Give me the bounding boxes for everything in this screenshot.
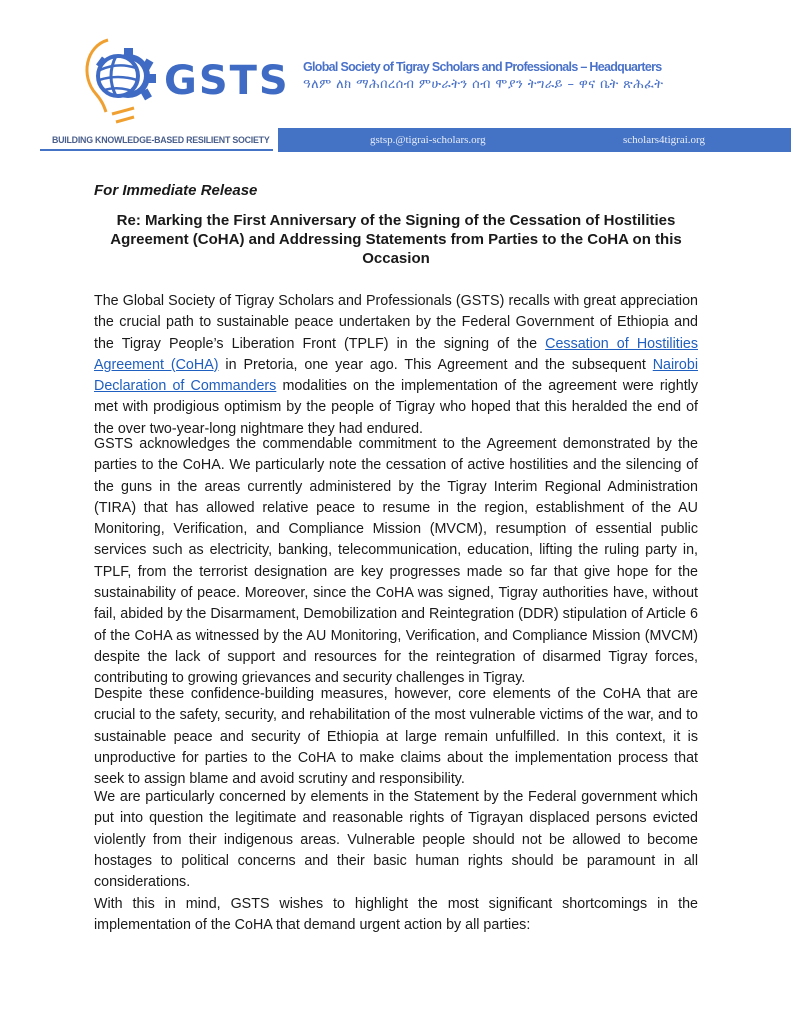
paragraph-2: GSTS acknowledges the commendable commitment to the Agreement demonstrated by the parties to the CoHA. We particularly note the cessation of active hostilities and the silencing of the guns in the areas currently administered by the Tigray Interim Regional Administration (TIRA) that has allowed relative peace to resume in the region, establishment of the AU Monitoring, Verification, and Compliance Mission (MVCM), resumption of essential public services such as electricity, banking, telecommunication, education, lifting the ruling party in, TPLF, from the terrorist designation are key progresses made so far that give hope for the sustainability of peace. Moreover, since the CoHA was signed, Tigray authorities have, without fail, abided by the Disarmament, Demobilization and Reintegration (DDR) stipulation of Article 6 of the CoHA as witnessed by the AU Monitoring, Verification, and Compliance Mission (MVCM) despite the lack of support and resources for the reintegration of disarmed Tigray forces, contributing to growing grievances and security challenges in Tigray. (94, 436, 698, 687)
release-label: For Immediate Release (94, 182, 258, 199)
tagline-divider (40, 149, 273, 151)
paragraph-3: Despite these confidence-building measures, however, core elements of the CoHA that are crucial to the safety, security, and rehabilitation of the most vulnerable victims of the war, and to sustainable peace and security of Ethiopia at large remain unfulfilled. In this context, it is unproductive for parties to the CoHA to make claims about the implementation process that seek to assign blame and avoid scrutiny and responsibility. (94, 686, 698, 788)
globe-gear-lightbulb-logo-icon (78, 36, 168, 128)
org-name-tigrinya: ዓለም ለክ ማሕበረሰብ ምሁራትን ሰብ ሞያን ትግራይ – ዋና ቤት ጽሕፈት (303, 77, 664, 92)
gsts-logo (78, 36, 290, 128)
org-name-english: Global Society of Tigray Scholars and Professionals – Headquarters (303, 60, 662, 74)
contact-bar (278, 128, 791, 152)
coha-link[interactable]: Cessation of Hostilities Agreement (CoHA) (94, 335, 698, 373)
organization-names (303, 60, 663, 92)
nairobi-declaration-link[interactable]: Nairobi Declaration of Commanders (94, 356, 698, 395)
contact-website: scholars4tigrai.org (623, 134, 705, 146)
tagline: BUILDING KNOWLEDGE-BASED RESILIENT SOCIETY (52, 135, 270, 146)
paragraph-1-text-a: The Global Society of Tigray Scholars and Professionals (GSTS) recalls with great appreciation the crucial path to sustainable peace undertaken by the Federal Government of Ethiopia and the Tigray People’s Liberation Front (TPLF) in the signing of the (94, 293, 698, 352)
paragraph-1-text-c: modalities on the implementation of the agreement were rightly met with prodigious optimism by the people of Tigray who hoped that this heralded the end of the over two-year-long nightmare they had endured. (94, 378, 698, 437)
subject-heading: Re: Marking the First Anniversary of the Signing of the Cessation of Hostilities Agreement (CoHA) and Addressing Statements from Parties to the CoHA on this Occasion (110, 212, 682, 267)
paragraph-1 (94, 291, 698, 440)
contact-email: gstsp.@tigrai-scholars.org (370, 134, 486, 146)
paragraph-5: With this in mind, GSTS wishes to highlight the most significant shortcomings in the implementation of the CoHA that demand urgent action by all parties: (94, 896, 698, 934)
paragraph-1-text-b: in Pretoria, one year ago. This Agreement and the subsequent (218, 356, 653, 373)
logo-wordmark: GSTS (164, 58, 290, 104)
paragraph-4: We are particularly concerned by elements in the Statement by the Federal government which put into question the legitimate and reasonable rights of Tigrayan displaced persons evicted violently from their indigenous areas. Vulnerable people should not be allowed to become hostages to political concerns and their basic human rights should be paramount in all considerations. (94, 789, 698, 891)
